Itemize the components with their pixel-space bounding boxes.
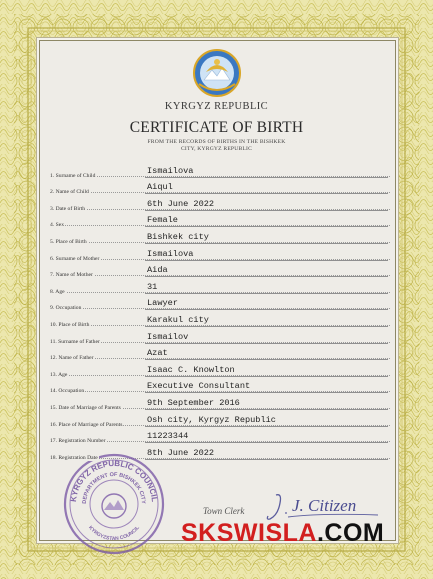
svg-text:DEPARTMENT OF BISHKEK CITY [82,472,146,504]
field-row [50,346,390,363]
field-row [50,279,390,296]
field-label: 17. Registration Number [50,438,106,445]
field-value: 9th September 2016 [145,397,388,410]
clerk-signature [262,489,382,523]
watermark-part2: .COM [316,519,385,547]
field-value: 8th June 2022 [145,447,388,460]
field-value: Aida [145,264,388,277]
field-value: Osh city, Kyrgyz Republic [145,414,388,427]
site-watermark [181,519,384,548]
field-value: Ismailova [145,165,388,178]
seal-text-top: KYRGYZ REPUBLIC COUNCIL [68,458,159,503]
seal-text-bottom: KYRGYZSTAN COUNCIL [87,524,141,543]
field-value: 6th June 2022 [145,198,388,211]
field-label: 5. Place of Birth [50,238,87,245]
official-seal-stamp [62,452,166,556]
field-value: Isaac C. Knowlton [145,364,388,377]
field-label: 3. Date of Birth [50,205,86,212]
certificate-subtitle-line2: CITY, KYRGYZ REPUBLIC [180,146,253,152]
field-row [50,263,390,280]
field-value: Ismailova [145,248,388,261]
field-row [50,246,390,263]
field-label: 8. Age [50,288,65,295]
field-value: Karakul city [145,314,388,327]
seal-text-inner: DEPARTMENT OF BISHKEK CITY [81,471,147,505]
field-label: 12. Name of Father [50,355,94,362]
field-row [50,412,390,429]
field-label: 1. Surname of Child [50,172,96,179]
signature-text: J. Citizen [292,496,357,515]
field-label: 13. Age [50,371,68,378]
field-row [50,213,390,230]
field-row [50,379,390,396]
field-label: 18. Registration Date [50,454,98,461]
field-label: 14. Occupation [50,388,85,395]
field-row [50,180,390,197]
field-value: Female [145,214,388,227]
field-label: 10. Place of Birth [50,321,90,328]
field-value: Executive Consultant [145,380,388,393]
field-value: 31 [145,281,388,294]
field-value: Ismailov [145,331,388,344]
field-label: 4. Sex [50,222,64,229]
town-clerk-label: Town Clerk [203,506,245,516]
field-label: 7. Name of Mother [50,272,93,279]
field-row [50,429,390,446]
field-label: 15. Date of Marriage of Parents [50,404,121,411]
field-row [50,312,390,329]
field-value: Bishkek city [145,231,388,244]
field-row [50,296,390,313]
field-row [50,229,390,246]
field-row [50,329,390,346]
certificate-fields [50,163,390,462]
certificate-title: CERTIFICATE OF BIRTH [129,119,304,136]
certificate-subtitle-line1: FROM THE RECORDS OF BIRTHS IN THE BISHKEK [147,139,286,145]
field-label: 6. Surname of Mother [50,255,100,262]
field-label: 9. Occupation [50,305,82,312]
field-row [50,196,390,213]
watermark-part1: SKSWISLA [181,519,317,547]
country-name: KYRGYZ REPUBLIC [164,101,269,112]
field-label: 2. Name of Child [50,189,89,196]
field-label: 11. Surname of Father [50,338,100,345]
field-value: Aiqul [145,181,388,194]
field-label: 16. Place of Marriage of Parents [50,421,123,428]
field-value: Azat [145,347,388,360]
field-value: Lawyer [145,297,388,310]
kyrgyz-emblem-icon [192,48,242,98]
field-row [50,163,390,180]
field-row [50,362,390,379]
field-row [50,395,390,412]
field-value: 11223344 [145,430,388,443]
